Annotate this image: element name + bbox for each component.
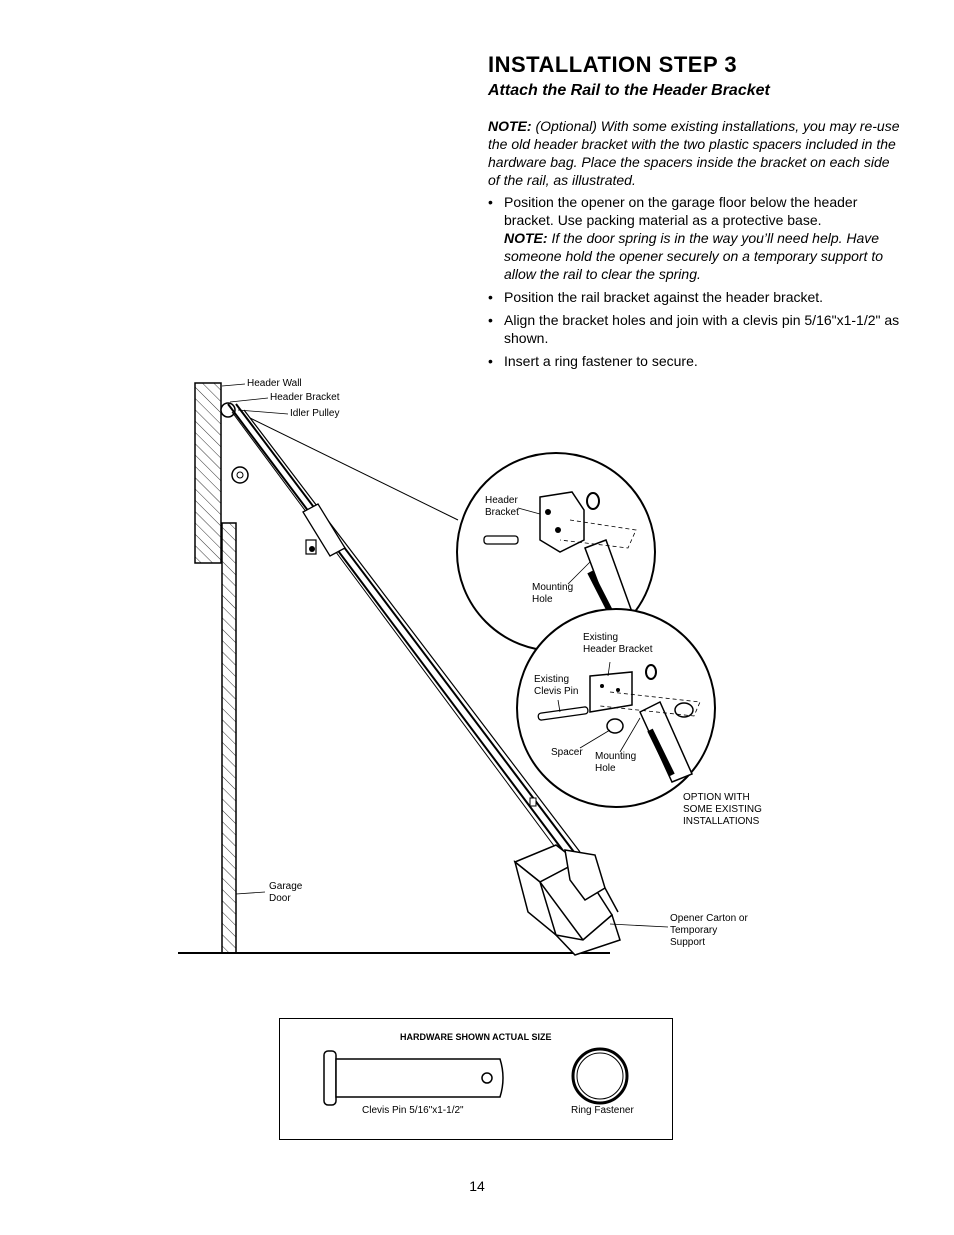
- label-line: Header: [485, 495, 518, 506]
- note-text: (Optional) With some existing installations, you may re-use the old header bracket with the two plastic spacers included in the hardware bag. Place the spacers inside the bracket on each side of the rail, as illustrated.: [488, 118, 900, 188]
- page-number: 14: [469, 1178, 485, 1194]
- label-line: Door: [269, 893, 291, 904]
- label-line: Mounting: [532, 582, 574, 593]
- label-line: Hole: [595, 763, 616, 774]
- hardware-box: [279, 1018, 673, 1140]
- wall-fixture: [232, 467, 248, 483]
- step-text: Align the bracket holes and join with a clevis pin 5/16"x1-1/2" as shown.: [504, 312, 900, 346]
- step-text: Position the rail bracket against the header bracket.: [504, 289, 824, 305]
- label-line: Clevis Pin: [534, 686, 579, 697]
- step-text: Position the opener on the garage floor below the header bracket. Use packing material as a protective base.: [504, 194, 858, 228]
- hardware-title: HARDWARE SHOWN ACTUAL SIZE: [400, 1032, 552, 1042]
- label-line: SOME EXISTING: [683, 804, 762, 815]
- label-opener-support: [670, 913, 748, 949]
- step-note-label: NOTE:: [504, 230, 548, 246]
- label-line: Opener Carton or: [670, 913, 748, 924]
- page-subtitle: Attach the Rail to the Header Bracket: [488, 82, 770, 99]
- leader-to-inset: [250, 418, 458, 520]
- label-line: Header Bracket: [583, 644, 653, 655]
- label-line: Support: [670, 937, 706, 948]
- label-line: Garage: [269, 881, 303, 892]
- label-line: Mounting: [595, 751, 637, 762]
- label-option-existing: [683, 792, 762, 828]
- label-line: Hole: [532, 594, 553, 605]
- label-spacer: Spacer: [551, 747, 583, 758]
- garage-door: [222, 523, 236, 953]
- label-existing-clevis-pin: [534, 674, 578, 698]
- label-line: Existing: [534, 674, 570, 685]
- header-wall: [195, 383, 221, 563]
- label-line: INSTALLATIONS: [683, 816, 760, 827]
- label-line: Bracket: [485, 507, 519, 518]
- label-inset2-mounting-hole: [595, 751, 636, 775]
- label-line: OPTION WITH: [683, 792, 750, 803]
- step-text: Insert a ring fastener to secure.: [504, 353, 698, 369]
- page-title: INSTALLATION STEP 3: [488, 52, 738, 77]
- label-garage-door: [269, 881, 302, 905]
- ring-fastener-label: Ring Fastener: [571, 1105, 634, 1116]
- label-inset1-mounting-hole: [532, 582, 573, 606]
- label-idler-pulley: Idler Pulley: [290, 408, 340, 419]
- label-header-bracket: Header Bracket: [270, 392, 340, 403]
- rail-fitting: [530, 798, 536, 806]
- trolley: [303, 504, 345, 556]
- opener-unit: [515, 845, 620, 955]
- label-line: Existing: [583, 632, 619, 643]
- label-line: Temporary: [670, 925, 718, 936]
- clevis-pin-label: Clevis Pin 5/16"x1-1/2": [362, 1105, 464, 1116]
- label-header-wall: Header Wall: [247, 378, 302, 389]
- step-note-text: If the door spring is in the way you’ll need help. Have someone hold the opener securely on a temporary support to allow the rail to clear the spring.: [504, 230, 884, 282]
- label-existing-header-bracket: [583, 632, 652, 656]
- ring-fastener-icon: [573, 1049, 627, 1103]
- hardware-illustration: [280, 1019, 674, 1141]
- label-inset1-header-bracket: [485, 495, 519, 519]
- note-label: NOTE:: [488, 118, 532, 134]
- clevis-pin-icon: [324, 1051, 503, 1105]
